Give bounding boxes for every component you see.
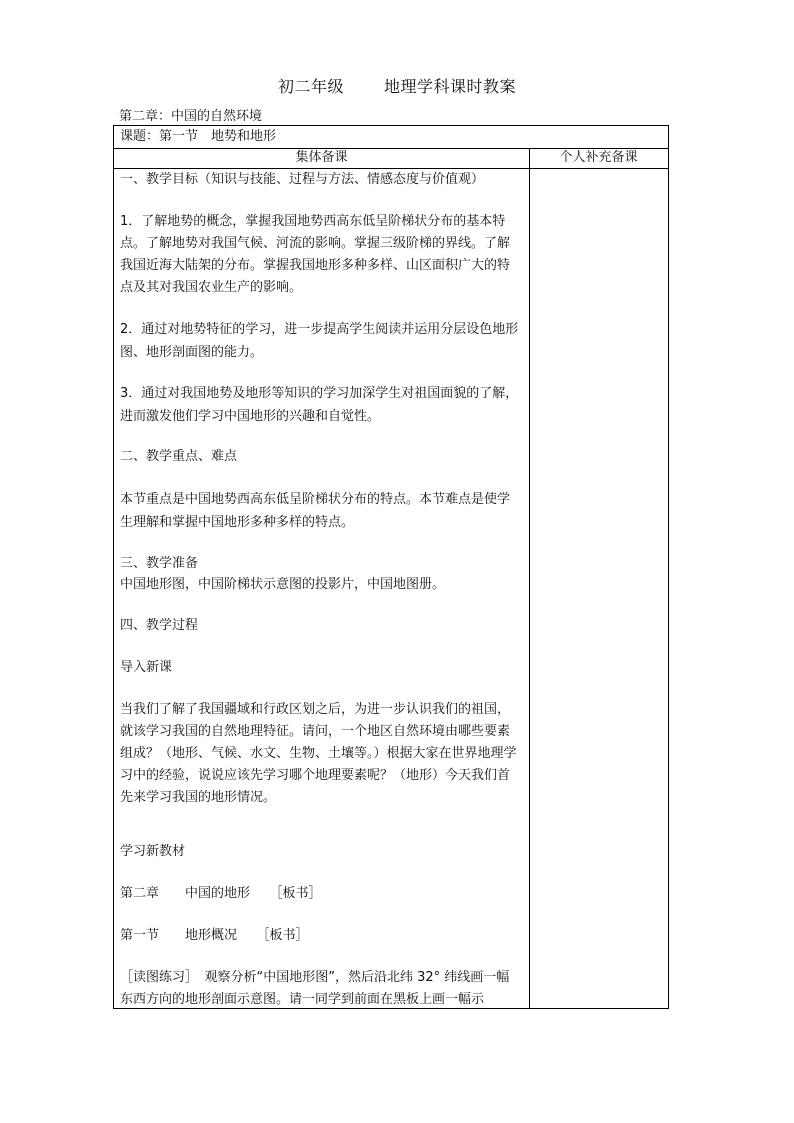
key-points-heading: 二、教学重点、难点 xyxy=(120,449,238,464)
process-heading: 四、教学过程 xyxy=(120,618,199,633)
lesson-title-cell: 课题：第一节 地势和地形 xyxy=(114,126,668,149)
reading-exercise: ［读图练习］ 观察分析“中国地形图”，然后沿北纬 32° 纬线画一幅东西方向的地形剖面示意图。请一同学到前面在黑板上画一幅示 xyxy=(120,970,510,1007)
key-points-text: 本节重点是中国地势西高东低呈阶梯状分布的特点。本节难点是使学生理解和掌握中国地形多种多样的特点。 xyxy=(120,492,511,530)
intro-text: 当我们了解了我国疆域和行政区划之后，为进一步认识我们的祖国，就该学习我国的自然地理特征。请问，一个地区自然环境由哪些要素组成？（地形、气候、水文、生物、土壤等。）根据大家在世界地理学习中的经验，说说应该先学习哪个地理要素呢？（地形）今天我们首先来学习我国的地形情况。 xyxy=(120,702,517,805)
new-material-heading: 学习新教材 xyxy=(120,844,186,859)
column-divider xyxy=(529,148,530,1008)
preparation-heading: 三、教学准备 xyxy=(120,556,199,571)
intro-heading: 导入新课 xyxy=(120,660,173,675)
objective-1: 1．了解地势的概念，掌握我国地势西高东低呈阶梯状分布的基本特点。了解地势对我国气候、河流的影响。掌握三级阶梯的界线。了解我国近海大陆架的分布。掌握我国地形多种多样、山区面积广大的特点及其对我国农业生产的影响。 xyxy=(120,214,511,295)
preparation-text: 中国地形图，中国阶梯状示意图的投影片，中国地图册。 xyxy=(120,577,446,592)
objectives-heading: 一、教学目标（知识与技能、过程与方法、情感态度与价值观） xyxy=(120,172,485,187)
collective-column-header: 集体备课 xyxy=(295,150,348,165)
lesson-plan-table xyxy=(113,125,669,1009)
page-title xyxy=(0,74,794,97)
grade-label: 初二年级 xyxy=(277,77,344,96)
personal-column-header: 个人补充备课 xyxy=(559,150,638,165)
board-note-chapter: 第二章 中国的地形 ［板书］ xyxy=(120,886,322,901)
subject-label: 地理学科课时教案 xyxy=(384,77,517,96)
board-note-section: 第一节 地形概况 ［板书］ xyxy=(120,928,309,943)
objective-2: 2．通过对地势特征的学习，进一步提高学生阅读并运用分层设色地形图、地形剖面图的能力。 xyxy=(120,322,519,360)
objective-3: 3．通过对我国地势及地形等知识的学习加深学生对祖国面貌的了解，进而激发他们学习中国地形的兴趣和自觉性。 xyxy=(120,386,519,424)
column-header-row xyxy=(114,148,668,169)
chapter-heading: 第二章：中国的自然环境 xyxy=(119,109,263,124)
